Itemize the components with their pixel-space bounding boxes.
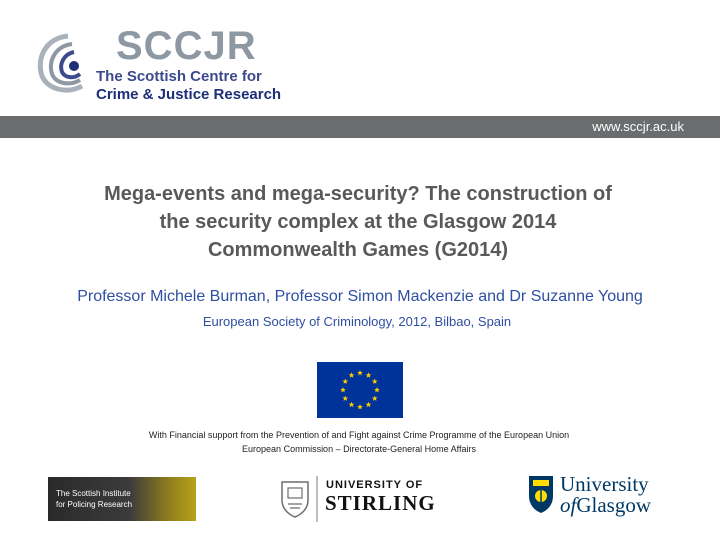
title-line2: the security complex at the Glasgow 2014	[159, 211, 557, 233]
sccjr-swirl-icon	[28, 28, 100, 98]
funding-statement	[0, 428, 718, 456]
glasgow-line2-wrap	[560, 493, 651, 518]
slide-title	[40, 180, 676, 264]
stirling-divider	[316, 476, 318, 522]
conference-info: European Society of Criminology, 2012, Bilbao, Spain	[202, 314, 512, 329]
title-line3: Commonwealth Games (G2014)	[207, 239, 509, 261]
eu-flag-icon	[317, 362, 403, 418]
stirling-line2: STIRLING	[325, 491, 436, 515]
logo-abbreviation: SCCJR	[116, 24, 257, 68]
funding-line1: With Financial support from the Prevention of and Fight against Crime Programme of the European Union	[148, 430, 570, 440]
website-url[interactable]: www.sccjr.ac.uk	[592, 119, 684, 134]
sipr-line2: for Policing Research	[56, 500, 133, 509]
sipr-logo	[48, 477, 196, 521]
sipr-line1: The Scottish Institute	[56, 489, 131, 498]
title-line1: Mega-events and mega-security? The construction of	[104, 183, 612, 205]
url-bar	[0, 116, 720, 138]
stirling-logo	[280, 476, 436, 522]
glasgow-of: of	[560, 493, 577, 517]
glasgow-line1: University	[560, 472, 649, 496]
stirling-line1: UNIVERSITY OF	[326, 479, 424, 491]
glasgow-crest-icon	[528, 474, 554, 514]
glasgow-logo	[528, 472, 660, 518]
stirling-crest-icon	[280, 480, 310, 518]
funding-line2: European Commission – Directorate-General Home Affairs	[242, 444, 476, 454]
logo-subtitle-line1: The Scottish Centre for	[96, 68, 262, 85]
sccjr-logo	[20, 18, 308, 104]
glasgow-line2: Glasgow	[576, 493, 652, 517]
authors: Professor Michele Burman, Professor Simon Mackenzie and Dr Suzanne Young	[77, 288, 643, 305]
logo-subtitle-line2: Crime & Justice Research	[96, 86, 282, 103]
